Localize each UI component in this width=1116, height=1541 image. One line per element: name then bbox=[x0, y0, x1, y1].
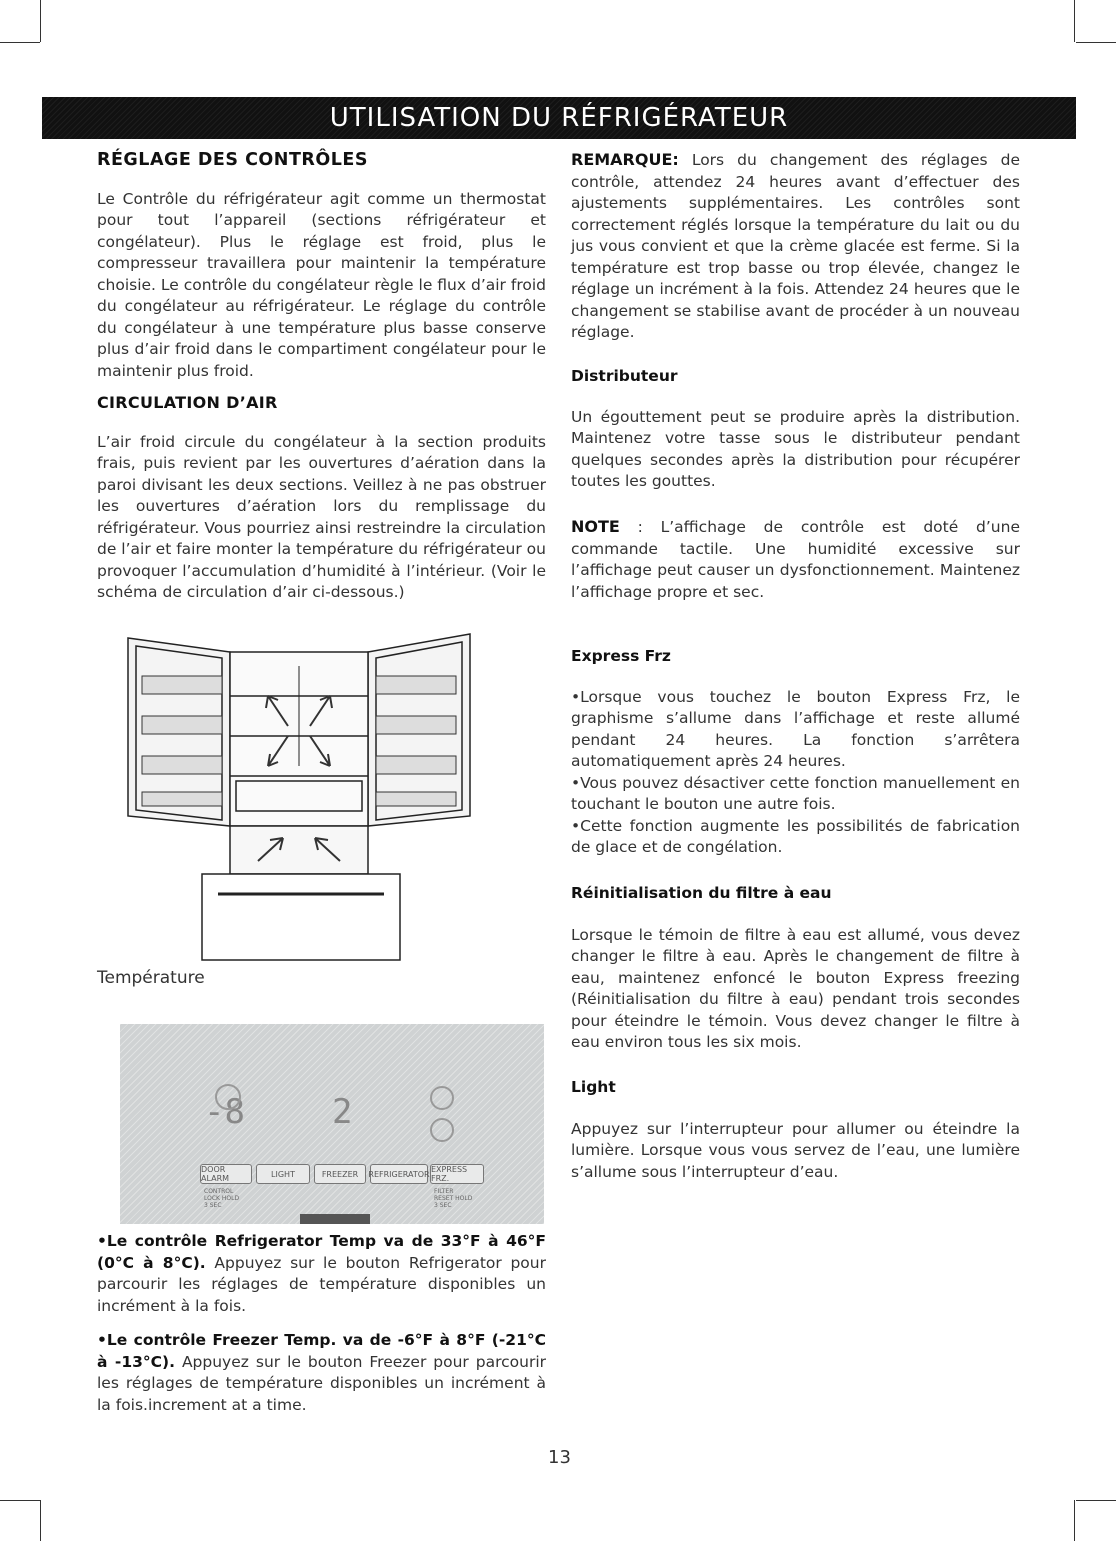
freezer-temp-text: Appuyez sur le bouton Freezer pour parcourir les réglages de température disponibles un incrément à la fois.increment at a time. bbox=[97, 1352, 546, 1414]
crop-mark bbox=[1076, 1500, 1116, 1501]
fridge-temp-display: 2 bbox=[332, 1092, 353, 1132]
note-text: : L’affichage de contrôle est doté d’une commande tactile. Une humidité excessive sur l’affichage peut causer un dysfonctionnement. Maintenez l’affichage propre et sec. bbox=[571, 518, 1020, 601]
express-bullet-2: •Vous pouvez désactiver cette fonction manuellement en touchant le bouton une autre fois. bbox=[571, 773, 1020, 813]
air-paragraph: L’air froid circule du congélateur à la section produits frais, puis revient par les ouvertures d’aération dans la paroi divisant les deux sections. Veillez à ne pas obstruer les ouvertures d’aération lors du remplissage du réfrigérateur. Vous pourriez ainsi restreindre la circulation de l’air et faire monter la température du réfrigérateur ou provoquer l’accumulation d’humidité à l’intérieur. (Voir le schéma de circulation d’air ci-dessous.) bbox=[97, 432, 546, 601]
freezer-temp-range: •Le contrôle Freezer Temp. va de -6°F à 8°F (-21°C à -13°C). bbox=[97, 1331, 546, 1371]
section-title-light: Light bbox=[571, 1078, 616, 1096]
crop-mark bbox=[1074, 0, 1075, 42]
section-title-controls: RÉGLAGE DES CONTRÔLES bbox=[97, 150, 368, 170]
crop-mark bbox=[40, 1500, 41, 1541]
section-title-distributeur: Distributeur bbox=[571, 367, 678, 385]
control-panel-image bbox=[120, 1024, 544, 1224]
express-bullet-1: •Lorsque vous touchez le bouton Express Frz, le graphisme s’allume dans l’affichage et reste allumé pendant 24 heures. La fonction s’arrêtera automatiquement après 24 heures. bbox=[571, 687, 1020, 770]
express-bullet-3: •Cette fonction augmente les possibilités de fabrication de glace et de congélation. bbox=[571, 816, 1020, 856]
fridge-temp-bullet bbox=[97, 1231, 546, 1317]
crop-mark bbox=[0, 42, 40, 43]
filter-paragraph: Lorsque le témoin de filtre à eau est allumé, vous devez changer le filtre à eau. Après le changement de filtre à eau, maintenez enfoncé le bouton Express freezing (Réinitialisation du filtre à eau) pendant trois secondes pour éteindre le témoin. Vous devez changer le filtre à eau environ tous les six mois. bbox=[571, 925, 1020, 1051]
section-air-circulation bbox=[97, 392, 546, 604]
page-number: 13 bbox=[548, 1447, 571, 1468]
crop-mark bbox=[1076, 42, 1116, 43]
section-title-air: CIRCULATION D’AIR bbox=[97, 393, 278, 412]
express-freeze-icon bbox=[430, 1086, 454, 1110]
section-filter-reset bbox=[571, 883, 1020, 1054]
remarque-block bbox=[571, 149, 1020, 344]
lock-icon bbox=[215, 1084, 241, 1110]
crop-mark bbox=[40, 0, 41, 42]
remarque-text: Lors du changement des réglages de contrôle, attendez 24 heures avant d’effectuer des ajustements supplémentaires. Les contrôles sont correctement réglés lorsque la température du lait ou du jus vous convient et que la crème glacée est ferme. Si la température est trop basse ou trop élevée, changez le réglage un incrément à la fois. Attendez 24 heures que le changement se stabilise avant de procéder à un nouveau réglage. bbox=[571, 151, 1020, 341]
section-light bbox=[571, 1077, 1020, 1183]
freezer-button[interactable]: FREEZER bbox=[314, 1164, 366, 1184]
controls-paragraph: Le Contrôle du réfrigérateur agit comme un thermostat pour tout l’appareil (sections réfrigérateur et congélateur). Plus le réglage est froid, plus le compresseur travaillera pour maintenir la température choisie. Le contrôle du congélateur règle le flux d’air froid du congélateur au réfrigérateur. Le réglage du contrôle du congélateur à une température plus basse conserve plus d’air froid dans le compartiment congélateur pour le maintenir plus froid. bbox=[97, 189, 546, 380]
section-title-express: Express Frz bbox=[571, 647, 671, 665]
remarque-label: REMARQUE: bbox=[571, 150, 679, 169]
section-express-frz bbox=[571, 646, 1020, 859]
fridge-temp-text: Appuyez sur le bouton Refrigerator pour parcourir les réglages de température disponibles un incrément à la fois. bbox=[97, 1253, 546, 1315]
express-frz-button[interactable]: EXPRESS FRZ. bbox=[430, 1164, 484, 1184]
crop-mark bbox=[1074, 1500, 1075, 1541]
refrigerator-button[interactable]: REFRIGERATOR bbox=[370, 1164, 428, 1184]
section-title-filter: Réinitialisation du filtre à eau bbox=[571, 884, 832, 902]
filter-icon bbox=[430, 1118, 454, 1142]
page-title: UTILISATION DU RÉFRIGÉRATEUR bbox=[329, 103, 789, 133]
filter-reset-label: FILTER RESET HOLD 3 SEC bbox=[434, 1188, 473, 1209]
fridge-airflow-illustration bbox=[118, 626, 480, 976]
section-controls bbox=[97, 150, 546, 382]
light-button[interactable]: LIGHT bbox=[256, 1164, 310, 1184]
note-label: NOTE bbox=[571, 517, 620, 536]
section-distributeur bbox=[571, 366, 1020, 493]
control-lock-label: CONTROL LOCK HOLD 3 SEC bbox=[204, 1188, 240, 1209]
fridge-temp-range: •Le contrôle Refrigerator Temp va de 33°F à 46°F (0°C à 8°C). bbox=[97, 1232, 546, 1272]
temperature-label: Température bbox=[97, 968, 205, 988]
panel-shadow bbox=[300, 1214, 370, 1224]
light-paragraph: Appuyez sur l’interrupteur pour allumer ou éteindre la lumière. Lorsque vous vous servez de l’eau, une lumière s’allume sous l’interrupteur d’eau. bbox=[571, 1119, 1020, 1181]
door-alarm-button[interactable]: DOOR ALARM bbox=[200, 1164, 252, 1184]
distributeur-paragraph: Un égouttement peut se produire après la distribution. Maintenez votre tasse sous le distributeur pendant quelques secondes après la distribution pour récupérer toutes les gouttes. bbox=[571, 407, 1020, 490]
note-block bbox=[571, 516, 1020, 603]
page-header-banner bbox=[42, 97, 1076, 139]
freezer-temp-display: -8 bbox=[204, 1092, 245, 1132]
freezer-temp-bullet bbox=[97, 1330, 546, 1416]
crop-mark bbox=[0, 1500, 40, 1501]
